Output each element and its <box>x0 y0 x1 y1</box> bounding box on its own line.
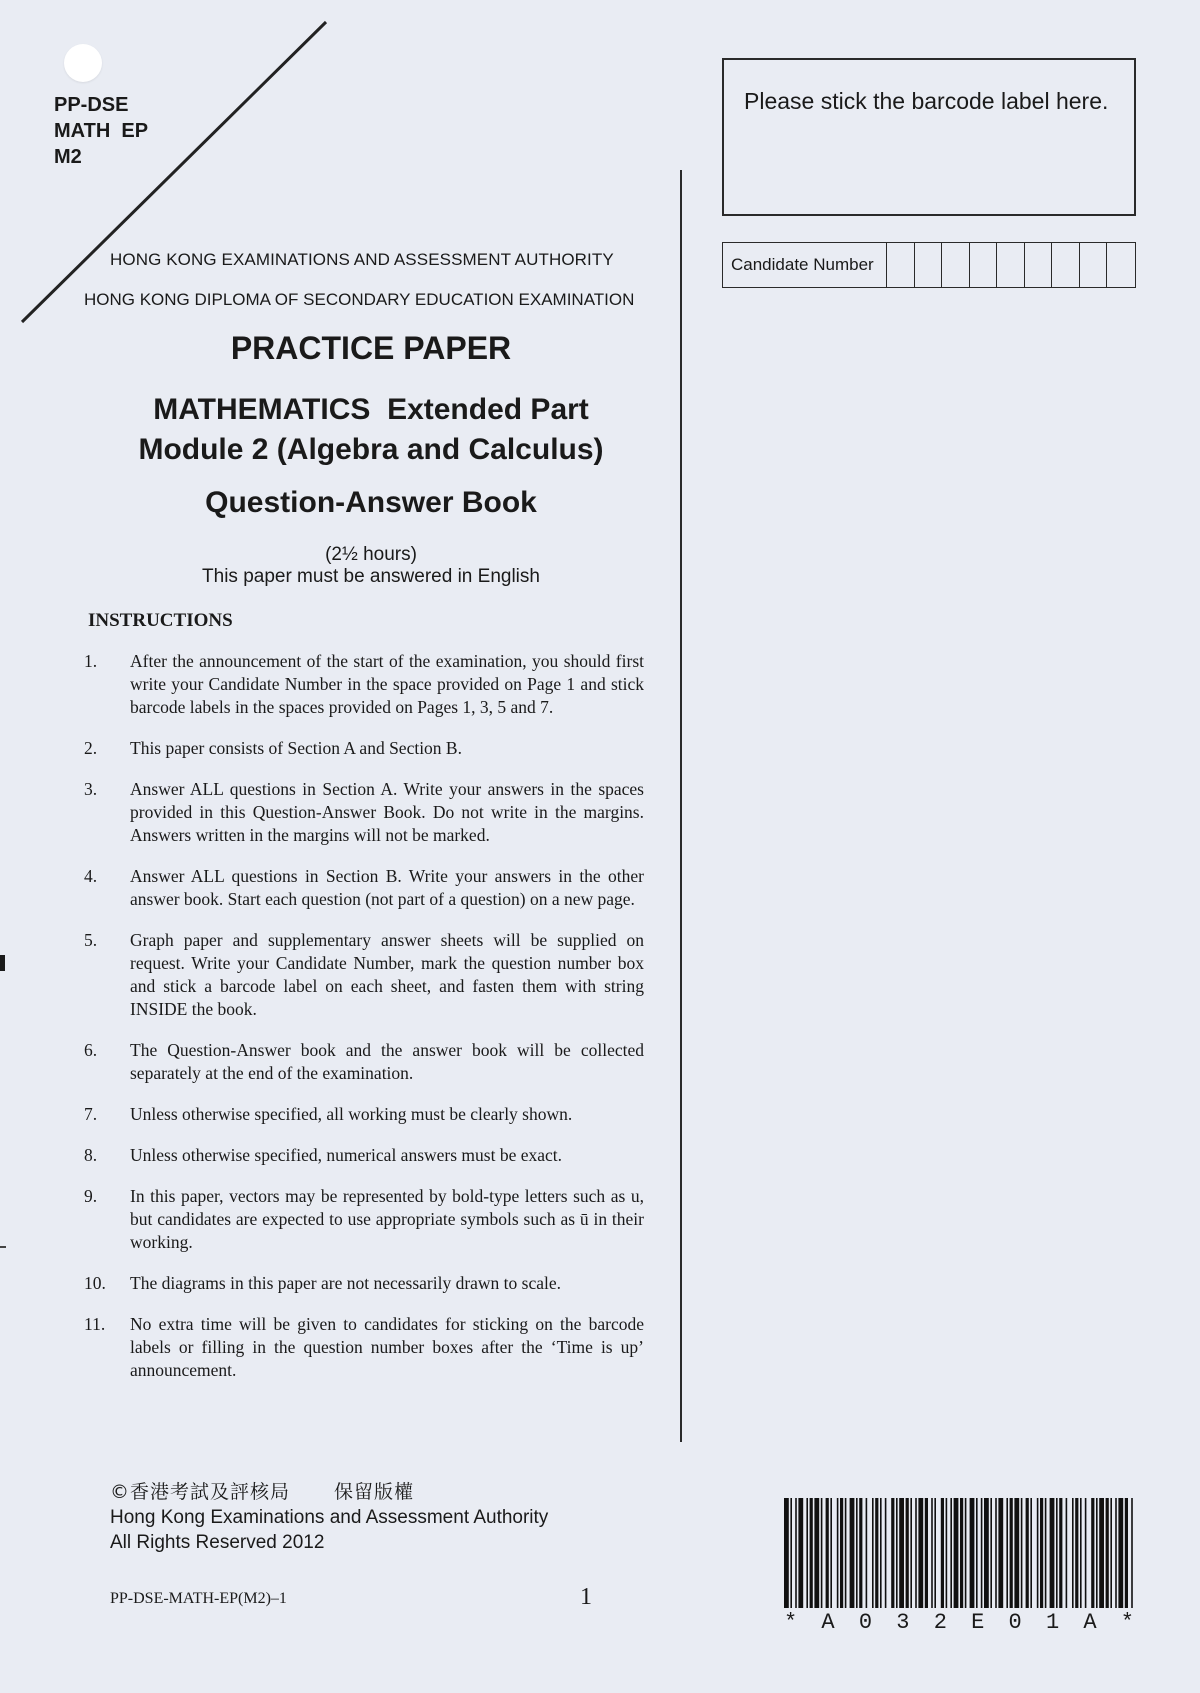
instructions-heading: INSTRUCTIONS <box>88 610 233 631</box>
barcode-bar <box>880 1498 882 1608</box>
candidate-digit-box[interactable] <box>887 243 915 287</box>
subject-title-line1: MATHEMATICS Extended Part <box>153 393 589 426</box>
candidate-digit-box[interactable] <box>1025 243 1053 287</box>
instruction-number: 6. <box>84 1040 98 1060</box>
instruction-item <box>84 1103 644 1126</box>
copyright-block <box>110 1480 548 1555</box>
instruction-text: The diagrams in this paper are not necessarily drawn to scale. <box>130 1273 562 1293</box>
barcode-image <box>784 1498 1134 1608</box>
copyright-rights: All Rights Reserved 2012 <box>110 1532 325 1553</box>
barcode-bar <box>918 1498 923 1608</box>
barcode-bar <box>891 1498 894 1608</box>
barcode-bar <box>1110 1498 1112 1608</box>
paper-code-line: PP-DSE <box>54 94 129 116</box>
practice-paper-title: PRACTICE PAPER <box>230 330 512 366</box>
barcode-bar <box>1131 1498 1133 1608</box>
copyright-english: Hong Kong Examinations and Assessment Authority <box>110 1507 549 1528</box>
barcode-bar <box>1091 1498 1094 1608</box>
barcode-bar <box>875 1498 878 1608</box>
instruction-number: 3. <box>84 779 98 799</box>
barcode-bar <box>795 1498 797 1608</box>
candidate-digit-box[interactable] <box>915 243 943 287</box>
barcode-bar <box>885 1498 887 1608</box>
barcode-bar <box>1010 1498 1013 1608</box>
barcode-char: * <box>784 1610 798 1635</box>
barcode-bar <box>798 1498 803 1608</box>
barcode-bar <box>925 1498 928 1608</box>
barcode-bar <box>976 1498 978 1608</box>
instruction-number: 9. <box>84 1186 98 1206</box>
instruction-number: 10. <box>84 1273 106 1293</box>
subject-title <box>56 390 686 470</box>
paper-code-line: MATH EP <box>54 120 149 142</box>
barcode-bar <box>981 1498 983 1608</box>
barcode-bar <box>1106 1498 1109 1608</box>
barcode-bar <box>915 1498 917 1608</box>
barcode-bar <box>910 1498 912 1608</box>
barcode-bar <box>830 1498 832 1608</box>
barcode-bar <box>810 1498 813 1608</box>
footer-paper-code: PP-DSE-MATH-EP(M2)–1 <box>110 1590 287 1607</box>
barcode-bar <box>784 1498 789 1608</box>
barcode-char: 1 <box>1045 1610 1060 1635</box>
barcode-bar <box>995 1498 997 1608</box>
instruction-number: 2. <box>84 738 98 758</box>
barcode-bar <box>1045 1498 1047 1608</box>
barcode-bar <box>965 1498 967 1608</box>
barcode-bar <box>840 1498 843 1608</box>
instruction-text: In this paper, vectors may be represented by bold-type letters such as u, but candidates are expected to use appropriate symbols such as ū in their working. <box>130 1186 644 1252</box>
candidate-digit-box[interactable] <box>1080 243 1108 287</box>
barcode-bar <box>896 1498 898 1608</box>
barcode-bar <box>1072 1498 1074 1608</box>
barcode-bar <box>970 1498 975 1608</box>
copyright-chinese-name: ©香港考試及評核局 <box>110 1481 291 1503</box>
barcode-bar <box>821 1498 823 1608</box>
barcode-bar <box>866 1498 868 1608</box>
subject-title-line2: Module 2 (Algebra and Calculus) <box>138 433 604 466</box>
candidate-digit-box[interactable] <box>970 243 998 287</box>
instruction-item <box>84 1039 644 1085</box>
barcode-bar <box>1056 1498 1058 1608</box>
instruction-number: 5. <box>84 930 98 950</box>
barcode-bar <box>1026 1498 1029 1608</box>
instruction-item <box>84 778 644 847</box>
barcode-bar <box>954 1498 959 1608</box>
barcode-char: 2 <box>933 1610 947 1635</box>
instruction-item <box>84 650 644 719</box>
barcode-bar <box>1085 1498 1087 1608</box>
candidate-number-label: Candidate Number <box>723 243 887 287</box>
barcode-bar <box>856 1498 858 1608</box>
scan-mark <box>0 955 5 971</box>
barcode-bar <box>899 1498 904 1608</box>
instruction-number: 4. <box>84 866 98 886</box>
instruction-item <box>84 1272 644 1295</box>
barcode-bar <box>1037 1498 1039 1608</box>
barcode-char: 0 <box>1008 1610 1022 1635</box>
barcode-bar <box>1021 1498 1023 1608</box>
barcode-bar <box>950 1498 952 1608</box>
barcode-bar <box>998 1498 1003 1608</box>
barcode-bar <box>1118 1498 1123 1608</box>
barcode-bar <box>859 1498 862 1608</box>
barcode-bar <box>990 1498 992 1608</box>
instruction-item <box>84 929 644 1021</box>
barcode-char: 0 <box>858 1610 873 1635</box>
barcode-bar <box>1050 1498 1055 1608</box>
diagonal-line <box>0 0 340 340</box>
barcode-bar <box>845 1498 847 1608</box>
barcode-bar <box>850 1498 855 1608</box>
barcode-bar <box>934 1498 936 1608</box>
instruction-number: 11. <box>84 1314 106 1334</box>
barcode-bar <box>906 1498 909 1608</box>
instruction-text: Graph paper and supplementary answer sheets will be supplied on request. Write your Candidate Number, mark the question number box and stick a barcode label on each sheet, and fasten them with string INSIDE the book. <box>130 930 644 1019</box>
barcode-bar <box>1066 1498 1068 1608</box>
instruction-item <box>84 1185 644 1254</box>
book-title: Question-Answer Book <box>205 486 537 519</box>
barcode-bar <box>1125 1498 1128 1608</box>
barcode-char: 3 <box>896 1610 910 1635</box>
barcode-bar <box>1014 1498 1019 1608</box>
barcode-bar <box>1115 1498 1117 1608</box>
barcode-bar <box>790 1498 792 1608</box>
duration: (2½ hours) <box>325 544 417 565</box>
candidate-digit-box[interactable] <box>942 243 970 287</box>
barcode-bar <box>946 1498 948 1608</box>
barcode-bar <box>1006 1498 1008 1608</box>
barcode-bar <box>941 1498 944 1608</box>
instruction-text: Answer ALL questions in Section B. Write your answers in the other answer book. Start each question (not part of a question) on a new page. <box>130 866 644 909</box>
page-number: 1 <box>580 1584 592 1610</box>
barcode-bar <box>960 1498 963 1608</box>
instruction-text: Unless otherwise specified, all working must be clearly shown. <box>130 1104 573 1124</box>
instruction-item <box>84 865 644 911</box>
authority-name: HONG KONG EXAMINATIONS AND ASSESSMENT AUTHORITY <box>110 250 614 269</box>
barcode-bar <box>1099 1498 1104 1608</box>
barcode-bar <box>1030 1498 1032 1608</box>
barcode-bar <box>1080 1498 1082 1608</box>
barcode-bar <box>837 1498 839 1608</box>
instruction-number: 1. <box>84 651 98 671</box>
barcode-bar <box>806 1498 808 1608</box>
barcode-char: E <box>971 1610 985 1635</box>
scan-mark <box>0 1246 6 1248</box>
barcode-caption <box>784 1610 1134 1635</box>
instruction-text: The Question-Answer book and the answer book will be collected separately at the end of the examination. <box>130 1040 644 1083</box>
vertical-divider <box>680 170 682 1442</box>
barcode-bar <box>1075 1498 1078 1608</box>
instruction-text: No extra time will be given to candidates for sticking on the barcode labels or filling in the question number boxes after the ‘Time is up’ announcement. <box>130 1314 644 1380</box>
paper-code-line: M2 <box>54 146 82 168</box>
instruction-item <box>84 1313 644 1382</box>
instruction-item <box>84 737 644 760</box>
exam-name: HONG KONG DIPLOMA OF SECONDARY EDUCATION EXAMINATION <box>84 290 635 309</box>
barcode-bar <box>826 1498 829 1608</box>
barcode-bar <box>1096 1498 1098 1608</box>
instruction-text: This paper consists of Section A and Section B. <box>130 738 462 758</box>
barcode-bar <box>1040 1498 1043 1608</box>
barcode-bar <box>814 1498 819 1608</box>
instructions-list <box>84 650 644 1400</box>
instruction-text: After the announcement of the start of the examination, you should first write your Candidate Number in the space provided on Page 1 and stick barcode labels in the spaces provided on Pages 1, 3, 5 and 7. <box>130 651 644 717</box>
barcode-label-area[interactable] <box>722 58 1136 216</box>
copyright-chinese-reserved: 保留版權 <box>334 1481 415 1503</box>
instruction-text: Unless otherwise specified, numerical answers must be exact. <box>130 1145 563 1165</box>
barcode-bar <box>872 1498 874 1608</box>
copyright-chinese <box>110 1480 548 1505</box>
barcode-bar <box>931 1498 933 1608</box>
candidate-digit-box[interactable] <box>1052 243 1080 287</box>
barcode-char: * <box>1120 1610 1134 1635</box>
language-note: This paper must be answered in English <box>202 566 540 587</box>
barcode-label-instruction: Please stick the barcode label here. <box>744 88 1109 114</box>
barcode-bar <box>984 1498 989 1608</box>
instruction-number: 7. <box>84 1104 98 1124</box>
barcode-bar <box>1059 1498 1062 1608</box>
instruction-number: 8. <box>84 1145 98 1165</box>
candidate-digit-box[interactable] <box>997 243 1025 287</box>
instruction-text: Answer ALL questions in Section A. Write your answers in the spaces provided in this Question-Answer Book. Do not write in the margins. Answers written in the margins will not be marked. <box>130 779 644 845</box>
candidate-digit-box[interactable] <box>1107 243 1135 287</box>
instruction-item <box>84 1144 644 1167</box>
candidate-number-field <box>722 242 1136 288</box>
barcode-char: A <box>1083 1610 1097 1635</box>
barcode-char: A <box>821 1610 835 1635</box>
